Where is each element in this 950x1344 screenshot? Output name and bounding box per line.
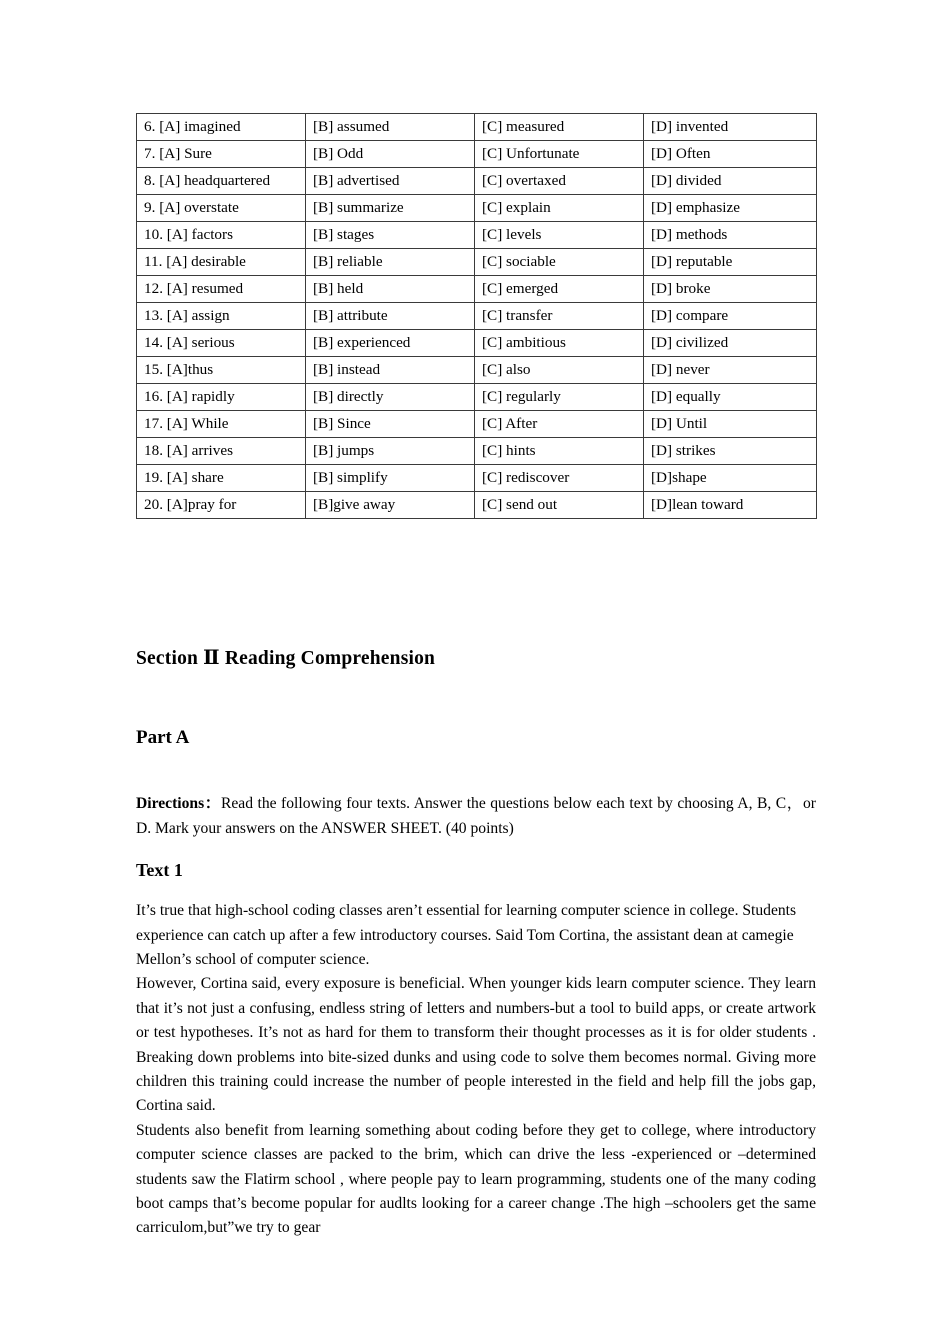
option-c[interactable]: [C] rediscover [475, 465, 644, 492]
option-d[interactable]: [D] invented [644, 114, 817, 141]
table-row [137, 141, 817, 168]
table-row [137, 438, 817, 465]
option-d[interactable]: [D] strikes [644, 438, 817, 465]
table-row [137, 492, 817, 519]
table-row [137, 465, 817, 492]
option-b[interactable]: [B] assumed [306, 114, 475, 141]
option-d[interactable]: [D] Often [644, 141, 817, 168]
option-b[interactable]: [B] simplify [306, 465, 475, 492]
cloze-options-table [136, 113, 817, 519]
option-a[interactable]: 11. [A] desirable [137, 249, 306, 276]
option-c[interactable]: [C] also [475, 357, 644, 384]
option-d[interactable]: [D] broke [644, 276, 817, 303]
option-b[interactable]: [B] reliable [306, 249, 475, 276]
option-b[interactable]: [B] advertised [306, 168, 475, 195]
cloze-table-body [137, 114, 817, 519]
spacer [136, 519, 816, 646]
part-a-heading: Part A [136, 727, 190, 748]
option-c[interactable]: [C] After [475, 411, 644, 438]
option-c[interactable]: [C] explain [475, 195, 644, 222]
option-d[interactable]: [D] methods [644, 222, 817, 249]
option-c[interactable]: [C] emerged [475, 276, 644, 303]
option-a[interactable]: 7. [A] Sure [137, 141, 306, 168]
option-d[interactable]: [D] civilized [644, 330, 817, 357]
option-b[interactable]: [B] directly [306, 384, 475, 411]
option-a[interactable]: 12. [A] resumed [137, 276, 306, 303]
option-b[interactable]: [B] Since [306, 411, 475, 438]
table-row [137, 168, 817, 195]
option-d[interactable]: [D] Until [644, 411, 817, 438]
option-d[interactable]: [D] compare [644, 303, 817, 330]
spacer [136, 749, 816, 792]
option-c[interactable]: [C] hints [475, 438, 644, 465]
table-row [137, 249, 817, 276]
option-d[interactable]: [D]lean toward [644, 492, 817, 519]
option-d[interactable]: [D] divided [644, 168, 817, 195]
table-row [137, 222, 817, 249]
option-c[interactable]: [C] levels [475, 222, 644, 249]
option-a[interactable]: 17. [A] While [137, 411, 306, 438]
table-row [137, 330, 817, 357]
option-a[interactable]: 19. [A] share [137, 465, 306, 492]
option-c[interactable]: [C] overtaxed [475, 168, 644, 195]
option-b[interactable]: [B] held [306, 276, 475, 303]
option-d[interactable]: [D] emphasize [644, 195, 817, 222]
option-b[interactable]: [B] experienced [306, 330, 475, 357]
option-b[interactable]: [B] instead [306, 357, 475, 384]
option-c[interactable]: [C] sociable [475, 249, 644, 276]
option-a[interactable]: 9. [A] overstate [137, 195, 306, 222]
option-c[interactable]: [C] ambitious [475, 330, 644, 357]
option-a[interactable]: 10. [A] factors [137, 222, 306, 249]
option-b[interactable]: [B] summarize [306, 195, 475, 222]
table-row [137, 276, 817, 303]
text1-paragraph-2: However, Cortina said, every exposure is beneficial. When younger kids learn computer science. They learn that it’s not just a confusing, endless string of letters and numbers-but a tool to build apps, or create artwork or test hypotheses. It’s not as hard for them to transform their thought processes as it is for older students . Breaking down problems into bite-sized dunks and using code to solve them becomes normal. Giving more children this training could increase the number of people interested in the field and help fill the jobs gap, Cortina said. [136, 975, 816, 1115]
option-b[interactable]: [B] jumps [306, 438, 475, 465]
table-row [137, 114, 817, 141]
option-a[interactable]: 14. [A] serious [137, 330, 306, 357]
option-d[interactable]: [D] equally [644, 384, 817, 411]
option-c[interactable]: [C] measured [475, 114, 644, 141]
table-row [137, 195, 817, 222]
spacer [136, 670, 816, 727]
option-a[interactable]: 16. [A] rapidly [137, 384, 306, 411]
option-b[interactable]: [B] attribute [306, 303, 475, 330]
option-d[interactable]: [D] never [644, 357, 817, 384]
option-a[interactable]: 20. [A]pray for [137, 492, 306, 519]
option-a[interactable]: 8. [A] headquartered [137, 168, 306, 195]
table-row [137, 384, 817, 411]
option-a[interactable]: 13. [A] assign [137, 303, 306, 330]
option-c[interactable]: [C] Unfortunate [475, 141, 644, 168]
page-title: Section Ⅱ Reading Comprehension [136, 648, 436, 669]
directions-paragraph [136, 792, 816, 841]
option-b[interactable]: [B]give away [306, 492, 475, 519]
table-row [137, 357, 817, 384]
spacer [136, 881, 816, 899]
option-d[interactable]: [D] reputable [644, 249, 817, 276]
option-c[interactable]: [C] transfer [475, 303, 644, 330]
option-a[interactable]: 6. [A] imagined [137, 114, 306, 141]
text1-paragraph-1: It’s true that high-school coding classes aren’t essential for learning computer science in college. Students experience can catch up after a few introductory courses. Said Tom Cortina, the assistant dean at camegie Mellon’s school of computer science. [136, 902, 797, 968]
text1-heading: Text 1 [136, 860, 183, 881]
table-row [137, 303, 817, 330]
directions-label: Directions： [136, 795, 221, 812]
option-b[interactable]: [B] stages [306, 222, 475, 249]
option-a[interactable]: 15. [A]thus [137, 357, 306, 384]
option-a[interactable]: 18. [A] arrives [137, 438, 306, 465]
option-b[interactable]: [B] Odd [306, 141, 475, 168]
option-c[interactable]: [C] regularly [475, 384, 644, 411]
page-content [136, 113, 816, 1241]
table-row [137, 411, 817, 438]
option-c[interactable]: [C] send out [475, 492, 644, 519]
spacer [136, 841, 816, 860]
option-d[interactable]: [D]shape [644, 465, 817, 492]
directions-text: Read the following four texts. Answer the questions below each text by choosing A, B, C，or D. Mark your answers on the ANSWER SHEET. (40 points) [136, 795, 816, 837]
text1-paragraph-3: Students also benefit from learning something about coding before they get to college, where introductory computer science classes are packed to the brim, which can drive the less -experienced or –determined students saw the Flatirm school , where people pay to learn programming, students one of the many coding boot camps that’s become popular for audlts looking for a career change .The high –schoolers get the same carriculom,but”we try to gear [136, 1121, 816, 1237]
